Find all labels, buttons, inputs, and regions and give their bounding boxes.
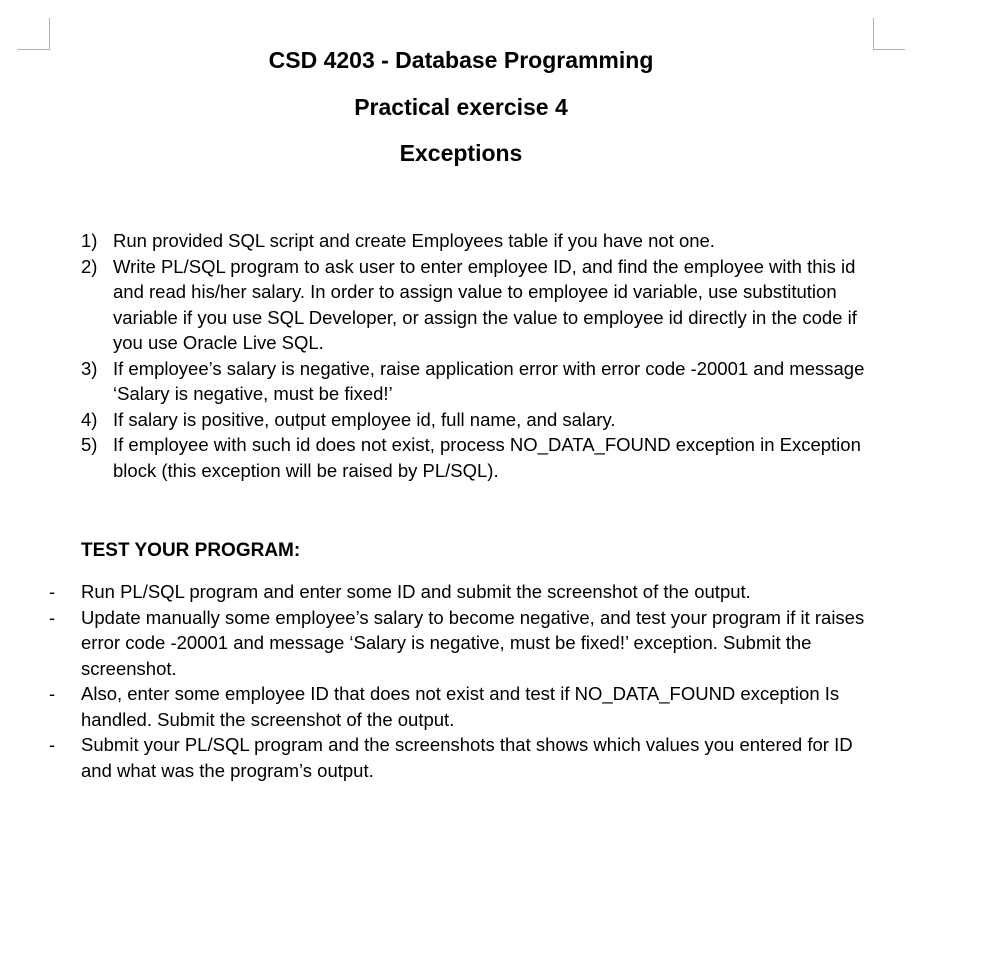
test-item-text: Also, enter some employee ID that does not exist and test if NO_DATA_FOUND exception Is handled. Submit the screenshot of the output. <box>81 683 840 730</box>
task-text: If employee with such id does not exist, process NO_DATA_FOUND exception in Exception block (this exception will be raised by PL/SQL). <box>113 434 861 481</box>
course-title: CSD 4203 - Database Programming <box>268 47 654 73</box>
task-text: Write PL/SQL program to ask user to enter employee ID, and find the employee with this id and read his/her salary. In order to assign value to employee id variable, use substitution variable if you use SQL Developer, or assign the value to employee id directly in the code if you use Oracle Live SQL. <box>113 255 857 353</box>
task-text: Run provided SQL script and create Employees table if you have not one. <box>113 230 715 251</box>
test-item <box>49 732 881 783</box>
test-item <box>49 681 881 732</box>
test-item <box>49 579 881 605</box>
task-text: If salary is positive, output employee id, full name, and salary. <box>113 408 616 430</box>
test-item-text: Submit your PL/SQL program and the screenshots that shows which values you entered for ID and what was the program’s output. <box>81 734 853 781</box>
bullet-dash: - <box>49 606 56 628</box>
test-list <box>49 579 881 783</box>
bullet-dash: - <box>49 581 56 602</box>
task-number: 3) <box>81 357 98 379</box>
exercise-title: Practical exercise 4 <box>354 94 568 120</box>
task-list <box>81 228 881 483</box>
task-item <box>81 254 881 356</box>
test-item-text: Run PL/SQL program and enter some ID and submit the screenshot of the output. <box>81 581 751 602</box>
test-item <box>49 605 881 682</box>
page-corner-mark-right <box>873 18 905 50</box>
bullet-dash: - <box>49 734 56 755</box>
task-item <box>81 228 881 254</box>
task-number: 2) <box>81 255 98 277</box>
task-item <box>81 432 881 483</box>
topic-title: Exceptions <box>399 140 523 166</box>
bullet-dash: - <box>49 683 56 704</box>
task-number: 4) <box>81 408 98 430</box>
task-text: If employee’s salary is negative, raise application error with error code -20001 and message ‘Salary is negative, must be fixed!’ <box>113 357 865 404</box>
task-item <box>81 356 881 407</box>
test-item-text: Update manually some employee’s salary to become negative, and test your program if it raises error code -20001 and message ‘Salary is negative, must be fixed!’ exception. Submit the screenshot. <box>81 606 865 679</box>
test-section-heading: TEST YOUR PROGRAM: <box>81 540 301 561</box>
task-number: 1) <box>81 230 98 251</box>
task-item <box>81 407 881 433</box>
page-corner-mark-left <box>18 18 50 50</box>
task-number: 5) <box>81 434 98 455</box>
